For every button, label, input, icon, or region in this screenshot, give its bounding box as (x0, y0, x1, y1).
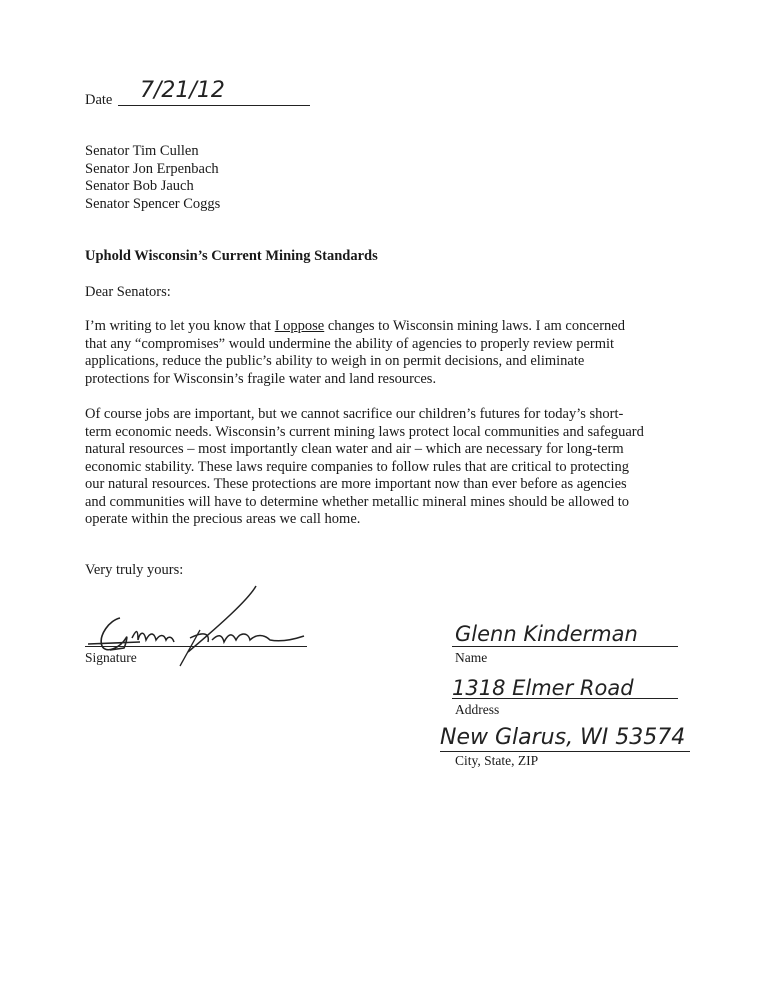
paragraph-1-line-1-end: changes to Wisconsin mining laws. I am concerned (324, 318, 625, 334)
paragraph-2-line-1: Of course jobs are important, but we cannot sacrifice our children’s futures for today’s short- (85, 406, 624, 422)
recipient-3: Senator Bob Jauch (85, 178, 194, 194)
paragraph-2-line-5: our natural resources. These protections are more important now than ever before as agencies (85, 476, 627, 492)
signature-caption: Signature (85, 650, 137, 665)
body-paragraph-2 (85, 406, 685, 529)
salutation: Dear Senators: (85, 284, 171, 300)
city-value: New Glarus, WI 53574 (440, 725, 686, 750)
date-label: Date (85, 92, 113, 108)
paragraph-1-line-3: applications, reduce the public’s ability to weigh in on permit decisions, and eliminate (85, 353, 585, 369)
city-caption: City, State, ZIP (455, 753, 539, 768)
name-rule (452, 646, 678, 647)
date-value: 7/21/12 (140, 78, 225, 103)
address-value: 1318 Elmer Road (452, 676, 634, 700)
recipient-4: Senator Spencer Coggs (85, 196, 221, 212)
address-rule (452, 698, 678, 699)
paragraph-2-line-4: economic stability. These laws require companies to follow rules that are critical to protecting (85, 458, 629, 475)
name-caption: Name (455, 650, 488, 665)
address-caption: Address (455, 702, 500, 717)
paragraph-2-line-6: and communities will have to determine whether metallic mineral mines should be allowed to (85, 493, 630, 510)
date-rule (118, 105, 310, 106)
body-paragraph-1 (85, 318, 685, 388)
paragraph-1-line-1 (85, 318, 685, 336)
paragraph-2-line-2: term economic needs. Wisconsin’s current mining laws protect local communities and safeguard (85, 423, 644, 440)
paragraph-2-line-3: natural resources – most importantly clean water and air – which are necessary for long-term (85, 441, 624, 457)
closing-line: Very truly yours: (85, 562, 184, 578)
recipient-2: Senator Jon Erpenbach (85, 161, 219, 177)
name-value: Glenn Kinderman (455, 622, 638, 646)
oppose-emphasis: I oppose (274, 318, 325, 334)
paragraph-1-line-2: that any “compromises” would undermine the ability of agencies to properly review permit (85, 335, 615, 352)
signature-rule (85, 646, 307, 647)
subject-heading: Uphold Wisconsin’s Current Mining Standards (85, 248, 378, 264)
recipient-1: Senator Tim Cullen (85, 143, 199, 159)
paragraph-1-line-1-start: I’m writing to let you know that (85, 318, 275, 334)
paragraph-1-line-4: protections for Wisconsin’s fragile water and land resources. (85, 370, 437, 387)
paragraph-2-line-7: operate within the precious areas we call home. (85, 511, 361, 527)
